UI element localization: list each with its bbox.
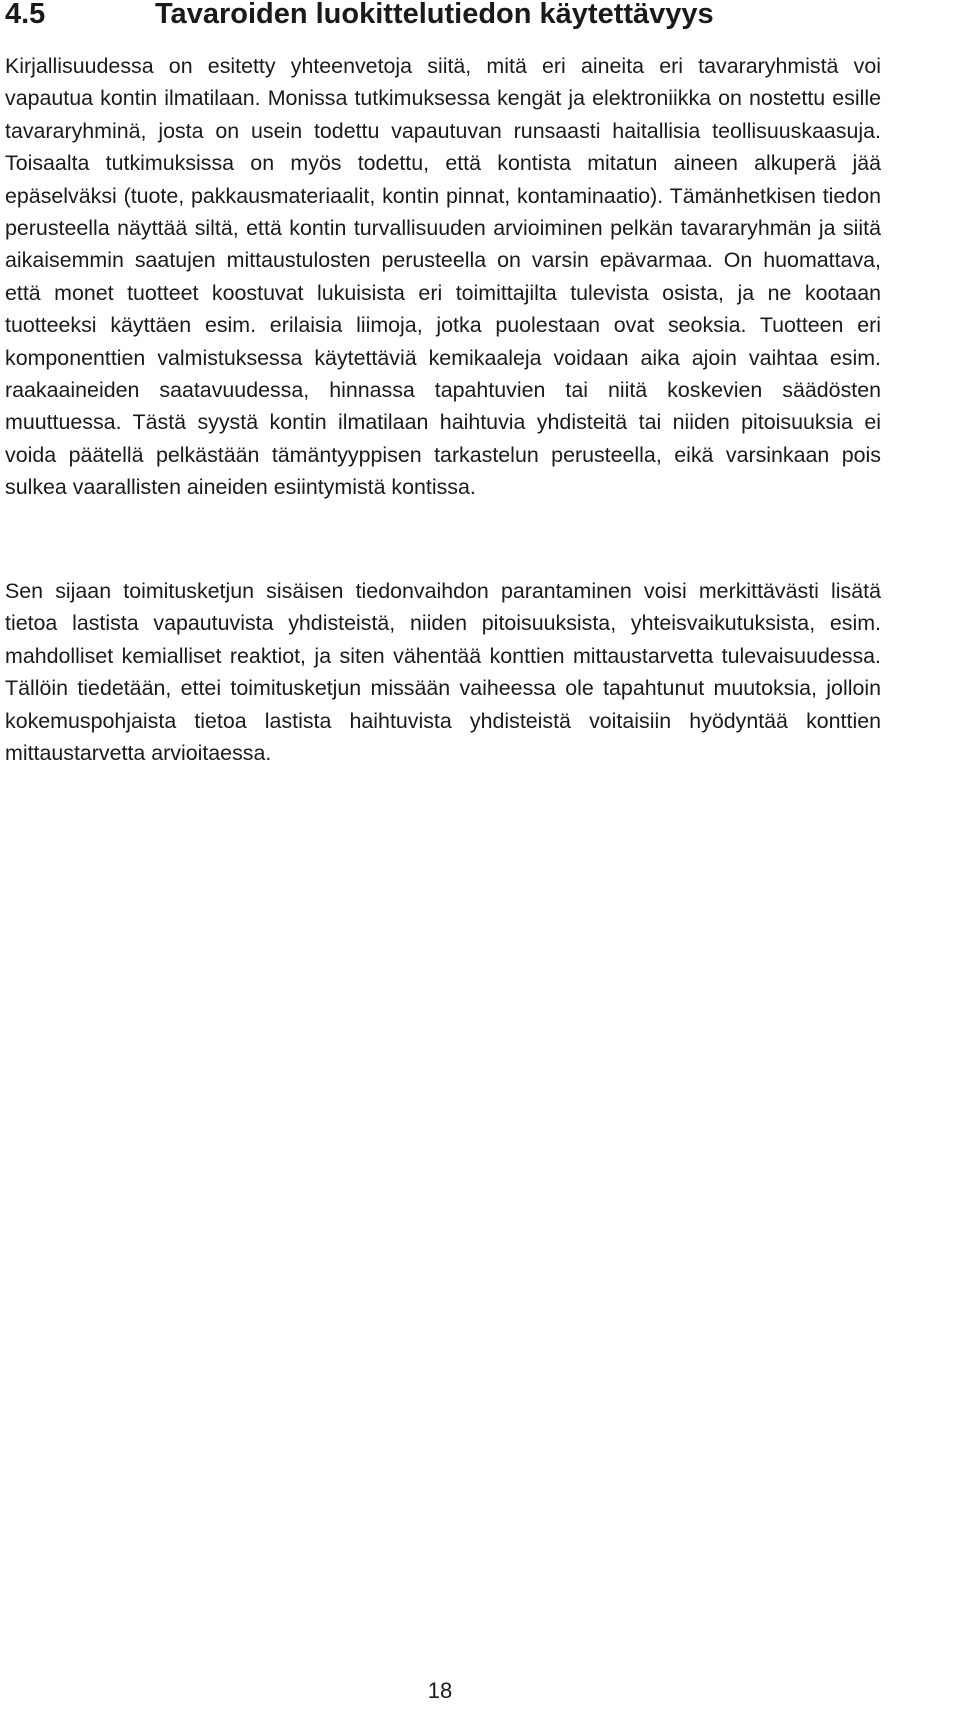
section-heading [5, 0, 714, 34]
body-paragraph-1: Kirjallisuudessa on esitetty yhteenvetoja siitä, mitä eri aineita eri tavararyhmistä voi vapautua kontin ilmatilaan. Monissa tutkimuksessa kengät ja elektroniikka on nostettu esille tavararyhminä, josta on usein todettu vapautuvan runsaasti haitallisia teollisuuskaasuja. Toisaalta tutkimuksissa on myös todettu, että kontista mitatun aineen alkuperä jää epäselväksi (tuote, pakkausmateriaalit, kontin pinnat, kontaminaatio). Tämänhetkisen tiedon perusteella näyttää siltä, että kontin turvallisuuden arvioiminen pelkän tavararyhmän ja siitä aikaisemmin saatujen mittaustulosten perusteella on varsin epävarmaa. On huomattava, että monet tuotteet koostuvat lukuisista eri toimittajilta tulevista osista, ja ne kootaan tuotteeksi käyttäen esim. erilaisia liimoja, jotka puolestaan ovat seoksia. Tuotteen eri komponenttien valmistuksessa käytettäviä kemikaaleja voidaan aika ajoin vaihtaa esim. raakaaineiden saatavuudessa, hinnassa tapahtuvien tai niitä koskevien säädösten muuttuessa. Tästä syystä kontin ilmatilaan haihtuvia yhdisteitä tai niiden pitoisuuksia ei voida päätellä pelkästään tämäntyyppisen tarkastelun perusteella, eikä varsinkaan pois sulkea vaarallisten aineiden esiintymistä kontissa. [5, 54, 881, 500]
section-title: Tavaroiden luokittelutiedon käytettävyys [155, 0, 714, 30]
section-number: 4.5 [5, 0, 46, 30]
body-paragraph-2: Sen sijaan toimitusketjun sisäisen tiedonvaihdon parantaminen voisi merkittävästi lisätä tietoa lastista vapautuvista yhdisteistä, niiden pitoisuuksista, yhteisvaikutuksista, esim. mahdolliset kemialliset reaktiot, ja siten vähentää konttien mittaustarvetta tulevaisuudessa. Tällöin tiedetään, ettei toimitusketjun missään vaiheessa ole tapahtunut muutoksia, jolloin kokemuspohjaista tietoa lastista haihtuvista yhdisteistä voitaisiin hyödyntää konttien mittaustarvetta arvioitaessa. [5, 579, 881, 766]
page-number: 18 [427, 1678, 453, 1703]
